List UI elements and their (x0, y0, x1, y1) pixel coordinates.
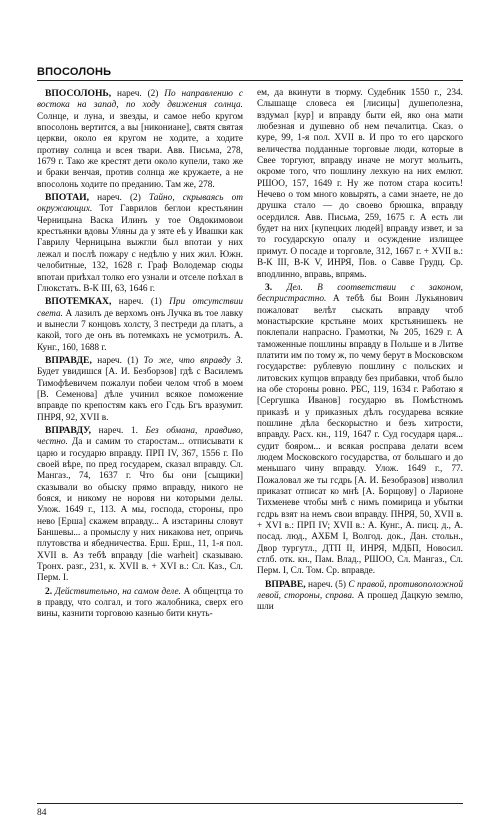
entry-definition: При отсутствии света. (37, 297, 243, 319)
entry-text: А тебѣ бы Воин Лукьянович пожаловат велѣт сыскать вправду чтоб монастырские крстьяне моих крстьянишекъ не поклепали напрасно. Грамотки, № 205, 1629 г. А таможенные пошлины вправду в Польше и в Литве платити им по тому ж, по чему берут в Московском государстве: рублевую пошлину с польских и литовских купцов вправду без прибавки, чтоб было на обе стороны ровно. РБС, 119, 1634 г. Работаю я [Сергушка Иванов] государю въ Помѣстномъ приказѣ и у приказных дѣлъ государева всякие пошлине дѣла бескорыстно и безъ хитрости, вправду. Расх. кн., 119, 1647 г. Суд государя царя... судит бояром... и всякая росправа делати всем людем Московского государства, от большаго и до меньшаго чину вправду. Улож. 1649 г., 77. Пожаловал же ты гсдрь [А. И. Безобразов] изволил приказат отписат ко мнѣ [А. Борщову] о Ларионе Тихменеве чтобы мнѣ с нимъ помирица и убытки гсдрь взят на немъ свои вправду. ПНРЯ, 50, XVII в. + XVI в.: ПРП IV; XVII в.: А. Кунг., А. писц. д., А. посад. люд., АХБМ I, Волгод. док., Дан. стольн., Двор тургутл., ДТП II, ИНРЯ, МДБП, Новосил. стлб. отк. кн., Пам. Влад., РШОО, Сл. Мангаз., Сл. Перм. I, Сл. Том. Ср. вправде. (257, 294, 463, 577)
entry-grammar: нареч. (2) (89, 193, 141, 204)
entry-headword: ВПРАВДУ, (45, 424, 92, 436)
dictionary-entry (37, 296, 243, 354)
entry-text: А лазилъ де верхомъ онъ Лучка въ тое лавку и вынесли 7 концовъ холсту, 3 пестреди да платъ, а какой, того де онъ въ потемкахъ не усмотрилъ. А. Кунг., 160, 1688 г. (37, 308, 243, 353)
entry-headword: ВПОТАИ, (45, 192, 90, 204)
entry-text: Да и самим то старостам... отписывати к царю и государю вправду. ПРП IV, 367, 1556 г. По своей вѣре, по пред государем, сказал вправду. Сл. Мангаз., 74, 1637 г. Что бы они [сыщики] сказывали во обыску прямо вправду, никого не бояся, и никому не норовя ни которыми делы. Улож. 1649 г., 113. А мы, господа, стороны, про нево [Ерша] скажем вправду... А изстарины словут Баншевы... а промыслу у них никакова нет, опричь плутовства и ябедничества. Ерш. Ерш., 11, 1-я пол. XVII в. Аз тебѣ вправду [die warheit] сказываю. Тронх. разг., 231, к. XVII в. + XVI в.: Сл. Каз., Сл. Перм. I. (37, 437, 243, 584)
dictionary-entry (37, 425, 243, 585)
dictionary-entry (257, 88, 463, 281)
entry-headword: ВПОТЕМКАХ, (45, 296, 112, 308)
entry-text: А общецтца то в правду, что солгал, и того жалобника, сверх его вины, казнити торговою казнью бити кнуть- (37, 586, 243, 620)
dictionary-entry (257, 579, 463, 614)
header-rule (37, 80, 463, 81)
page-number: 84 (37, 808, 47, 818)
entry-text: Солнце, и луна, и звезды, и самое небо кругом впосолонь вертится, а вы [никониане], святя святая церкви, около ея кругом не ходите, а ходите противу солнца и всея твари. Авв. Письма, 278, 1679 г. Тако же крестят дети около купели, тако же и браки венчая, против солнца же кружаете, а не впосолонь ходите по преданию. Там же, 278. (37, 111, 243, 190)
entry-grammar: нареч. 1. (91, 425, 138, 436)
entry-headword: ВПРАВДЕ, (45, 354, 92, 366)
entry-grammar: нареч. (1) (91, 355, 139, 366)
dictionary-entry (257, 282, 463, 578)
left-column (37, 88, 243, 800)
entry-headword: 2. (45, 585, 53, 597)
entry-text: Будет увидишся [А. И. Безборзов] гдѣ с Василемъ Тимофѣевичем пожалуи побеи челом чтоб в моем [В. Семенова] дѣле учинил всякое поможение вправде по крепостям какъ его Гсдь Бгъ вразумит. ПНРЯ, 92, XVII в. (37, 367, 243, 423)
entry-headword: ВПРАВЕ, (265, 578, 306, 590)
dictionary-entry (37, 192, 243, 295)
entry-text: ем, да вкинути в тюрму. Судебник 1550 г., 234. Слышаще словеса ея [лисицы] душеполезна, вздумал [кур] и вправду быти ей, яко она мати любезная и душевно об нем печалитца. Сказ. о куре, 99, 1-я пол. XVII в. И про то его царского величества подданные торговые люди, которые в Свее торгуют, вправду иначе не могут мольить, окроме того, что пошлину лехкую на них емлют. РШОО, 157, 1649 г. Ну же потом стара косить! Нечево о том много ковырять, а сами знаете, не до друшка стало — до своево брюшка, вправду осердился. Авв. Письма, 259, 1675 г. А есть ли будет на них [купецких людей] вправду извет, и за то государскую опалу и осуждение излищее примут. О посаде и торговле, 312, 1667 г. + XVII в.: В-К III, В-К V, ИНРЯ, Пов. о Савве Грудц. Ср. вподлинно, вправь, впрямь. (257, 88, 463, 280)
entry-definition: Дел. В соответствии с законом, беспристрастно. (257, 282, 463, 305)
dictionary-entry (37, 355, 243, 424)
right-column (257, 88, 463, 800)
entry-text: Тот Гаврилов беглои крестьянин Черницына Васка Илинъ у тое Овдокимовои крестьянки вдовы Уляны да у зяте еѣ у Ивашки как Гаврилу Черницына выжгли был впотаи у них лежал и послѣ пожару с недѣлю у них жил. Южн. челобитные, 132, 1628 г. Граф Володемар сюды впотаи приѣхал толко его узнали и отселе поѣхал в Глюкстатъ. В-К III, 63, 1646 г. (37, 204, 243, 294)
entry-definition: Действительно, на самом деле. (52, 586, 181, 597)
entry-definition: Тайно, скрываясь от окружающих. (37, 193, 243, 215)
entry-definition: Без обмана, правдиво, честно. (37, 425, 243, 448)
text-columns (37, 88, 463, 800)
entry-headword: ВПОСОЛОНЬ, (45, 88, 112, 99)
entry-grammar: нареч. (5) (305, 579, 346, 590)
running-title: ВПОСОЛОНЬ (37, 66, 112, 78)
entry-grammar: нареч. (1) (111, 297, 162, 308)
entry-headword: 3. (265, 281, 273, 293)
dictionary-entry (37, 88, 243, 191)
dictionary-entry (37, 586, 243, 621)
entry-definition: С правой, противоположной левой, стороны, справа. (257, 579, 463, 602)
entry-text: А прошед Дацкую землю, шли (257, 591, 463, 613)
entry-grammar: нареч. (2) (111, 89, 159, 99)
entry-definition: То же, что вправду 3. (138, 355, 243, 366)
entry-definition: По направлению с востока на запад, по ходу движения солнца. (37, 89, 243, 111)
footer-rule (37, 803, 463, 804)
